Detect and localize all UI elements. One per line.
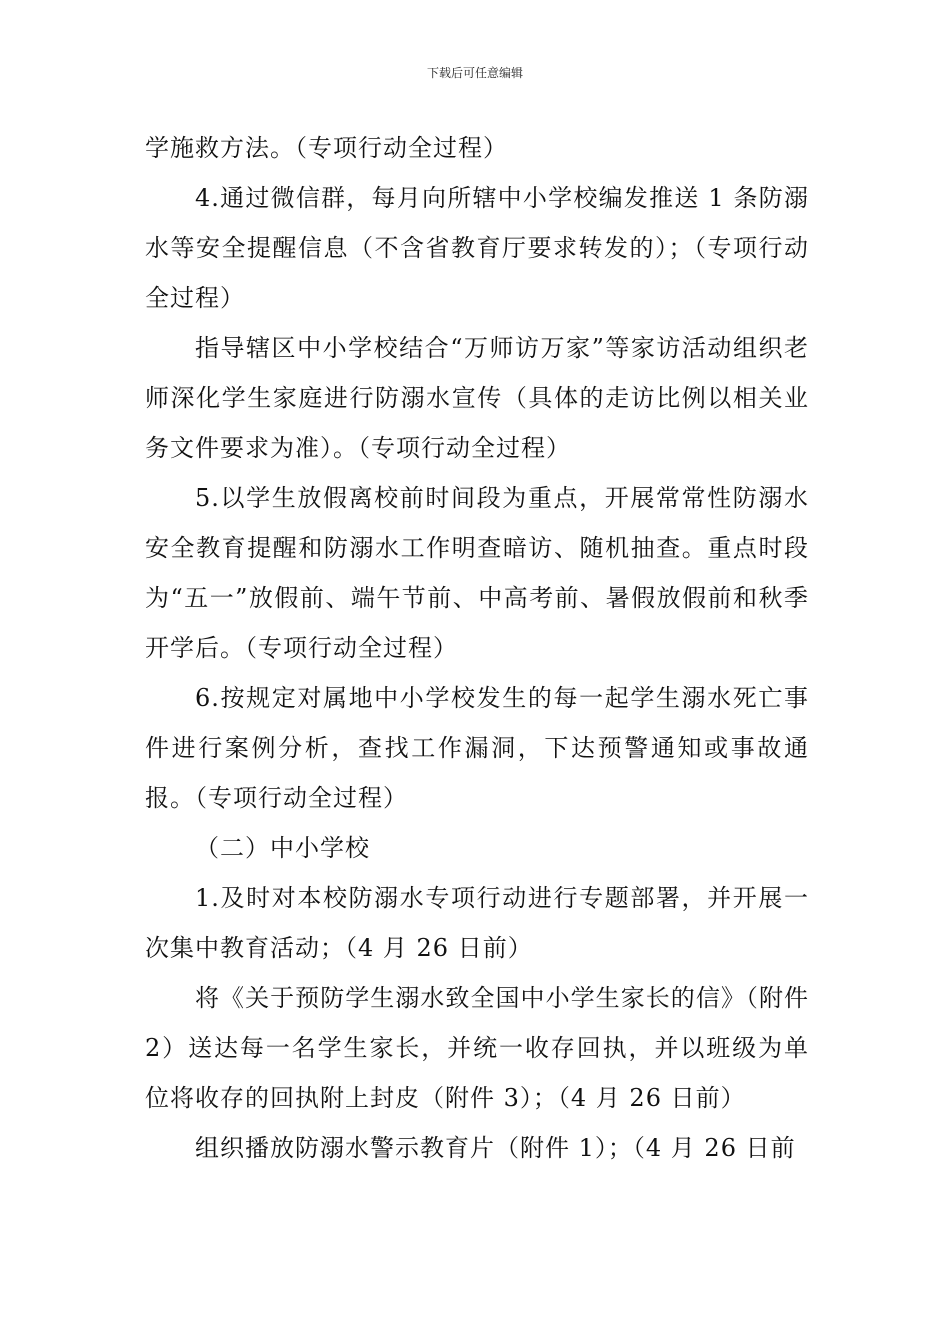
paragraph-school-item-1: 1.及时对本校防溺水专项行动进行专题部署，并开展一次集中教育活动；（4 月 26 日前） <box>145 884 809 962</box>
paragraph-home-visit: 指导辖区中小学校结合“万师访万家”等家访活动组织老师深化学生家庭进行防溺水宣传（具体的走访比例以相关业务文件要求为准）。（专项行动全过程） <box>145 334 809 462</box>
paragraph-item-5: 5.以学生放假离校前时间段为重点，开展常常性防溺水安全教育提醒和防溺水工作明查暗访、随机抽查。重点时段为“五一”放假前、端午节前、中高考前、暑假放假前和秋季开学后。（专项行动全过程） <box>145 484 809 662</box>
paragraph-item-6: 6.按规定对属地中小学校发生的每一起学生溺水死亡事件进行案例分析，查找工作漏洞，下达预警通知或事故通报。（专项行动全过程） <box>145 684 809 812</box>
paragraph-item-4: 4.通过微信群，每月向所辖中小学校编发推送 1 条防溺水等安全提醒信息（不含省教育厅要求转发的）；（专项行动全过程） <box>145 184 809 312</box>
paragraph-continuation: 学施救方法。（专项行动全过程） <box>145 134 508 162</box>
paragraph-warning-video: 组织播放防溺水警示教育片（附件 1）；（4 月 26 日前 <box>195 1134 796 1162</box>
paragraph-parent-letter: 将《关于预防学生溺水致全国中小学生家长的信》（附件 2）送达每一名学生家长，并统一收存回执，并以班级为单位将收存的回执附上封皮（附件 3）；（4 月 26 日前） <box>145 984 818 1112</box>
section-heading-schools: （二）中小学校 <box>195 834 370 862</box>
page-header: 下载后可任意编辑 <box>426 66 523 80</box>
document-body <box>145 123 818 1173</box>
